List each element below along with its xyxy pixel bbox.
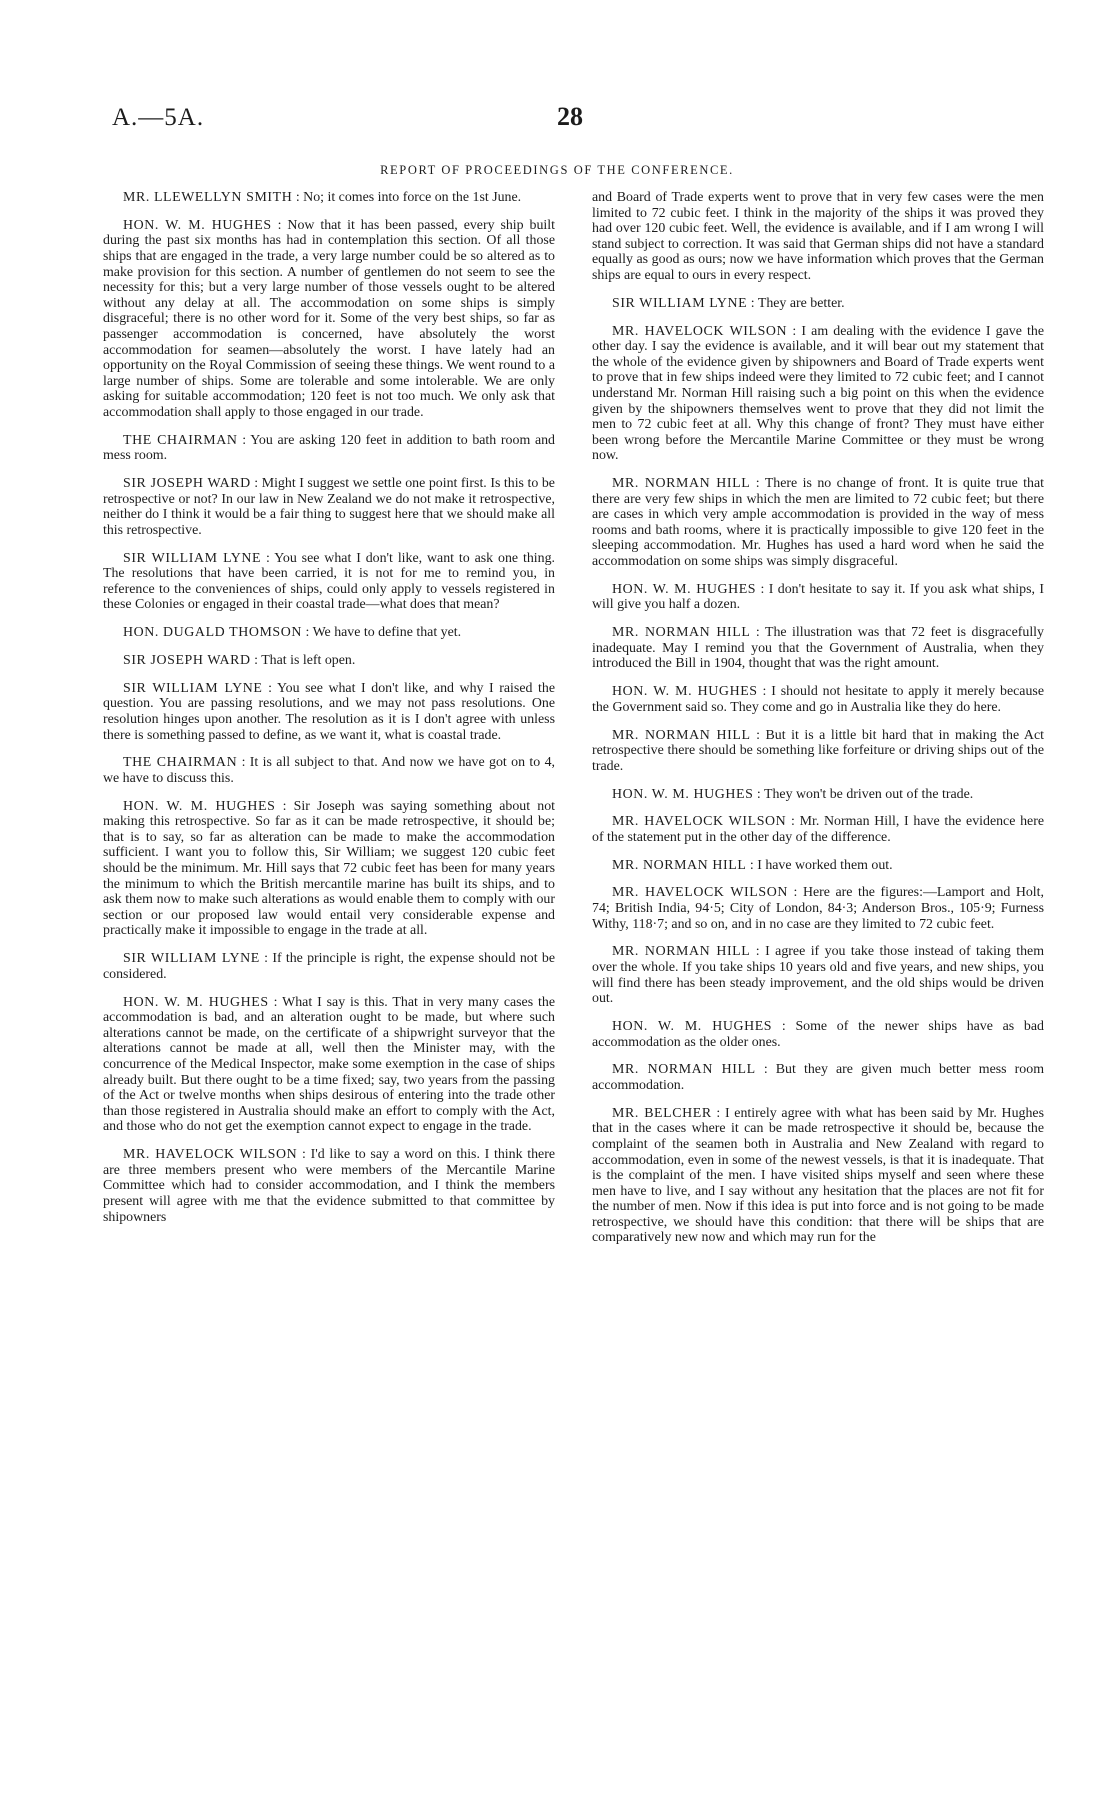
speech-text: I am dealing with the evidence I gave the other day. I say the evidence is available, and it will bear out my statement that the whole of the evidence given by shipowners and Board of Trade experts went to prove that in few ships indeed were they limited to 72 cubic feet; and I cannot understand Mr. Norman Hill raising such a big point on this when the evidence given by the shipowners themselves went to prove that they did not limit the men to 72 cubic feet at all. Why this change of front? They must have either been wrong before the Mercantile Marine Committee or they must be wrong now. (592, 323, 1044, 464)
speaker-name: MR. LLEWELLYN SMITH (123, 190, 293, 205)
speech-continuation (592, 190, 1044, 284)
speaker-name: SIR JOSEPH WARD (123, 476, 251, 492)
speaker-name: HON. W. M. HUGHES (123, 217, 272, 233)
speaker-name: SIR WILLIAM LYNE (123, 680, 263, 696)
speech-text: I entirely agree with what has been said by Mr. Hughes that in the cases where it can be made retrospective it should be, because the complaint of the seamen both in Australia and New Zealand with regard to accommodation, even in some of the newest vessels, is that it is inadequate. That is the complaint of the men. I have visited ships myself and seen where these men have to live, and I say without any hesitation that the places are not fit for the number of men. Now if this idea is put into force and is not going to be made retrospective, we should have this condition: that there will be ships that are comparatively new now and which may run for the (592, 1105, 1044, 1246)
speaker-name: MR. HAVELOCK WILSON (612, 885, 788, 901)
speech-text: I agree if you take those instead of taking them over the whole. If you take ships 10 years old and five years, and new ships, you will find there has been steady improvement, and the old ships would be driven out. (592, 944, 1044, 1007)
page-number: 28 (557, 102, 583, 131)
speaker-name: MR. NORMAN HILL (612, 1062, 756, 1078)
speech-paragraph: THE CHAIRMAN : It is all subject to that. And now we have got on to 4, we have to discuss this. (103, 755, 555, 786)
speech-paragraph: MR. HAVELOCK WILSON : I'd like to say a word on this. I think there are three members present who were members of the Mercantile Marine Committee which had to consider accommodation, and I think the members present will agree with me that the evidence submitted to that committee by shipowners (103, 1147, 556, 1225)
speech-paragraph: SIR WILLIAM LYNE : They are better. (612, 295, 845, 311)
speech-paragraph: HON. W. M. HUGHES : Some of the newer ships have as bad accommodation as the older ones. (592, 1018, 1044, 1050)
speaker-name: HON. W. M. HUGHES (612, 1018, 773, 1034)
speech-text: That is left open. (261, 652, 356, 668)
speaker-name: SIR WILLIAM LYNE (123, 550, 262, 566)
speech-paragraph: HON. W. M. HUGHES : Now that it has been passed, every ship built during the past six months has had in contemplation this section. Of all those ships that are engaged in the trade, a very large number could be so altered as to make provision for this section. A number of gentlemen do not seem to see the necessity for this; but a very large number of those vessels ought to be altered without any delay at all. The accommodation on some ships is simply disgraceful; there is no other word for it. Some of the very best ships, so far as passenger accommodation is concerned, have absolutely the worst accommodation for seamen—absolutely the worst. I have lately had an opportunity on the Royal Commission of seeing these things. We went round to a large number of ships. Some are tolerable and some intolerable. We are only asking for suitable accommodation; 120 feet is not too much. We only ask that accommodation shall apply to those engaged in our trade. (103, 217, 555, 420)
speaker-name: MR. NORMAN HILL (612, 625, 751, 641)
speech-text: Might I suggest we settle one point first. Is this to be retrospective or not? In our law in New Zealand we do not make it retrospective, neither do I think it would be a fair thing to suggest here that we should make all this retrospective. (103, 476, 555, 538)
speech-paragraph: SIR WILLIAM LYNE : You see what I don't like, and why I raised the question. You are passing resolutions, and we may not pass resolutions. One resolution hinges upon another. The resolution as it is I don't agree with unless there is something passed to define, as we want it, what is coastal trade. (103, 680, 555, 743)
speaker-name: HON. W. M. HUGHES (123, 994, 269, 1010)
speech-text: I don't hesitate to say it. If you ask what ships, I will give you half a dozen. (592, 581, 1044, 613)
speaker-name: HON. W. M. HUGHES (612, 581, 757, 597)
speaker-name: HON. W. M. HUGHES (123, 798, 276, 814)
speaker-name: MR. BELCHER (612, 1105, 712, 1121)
speaker-name: SIR WILLIAM LYNE (123, 951, 260, 967)
speech-text: But it is a little bit hard that in making the Act retrospective there should be something like forfeiture or driving ships out of the trade. (592, 727, 1044, 774)
speech-text: But they are given much better mess room accommodation. (592, 1062, 1044, 1093)
speaker-name: SIR WILLIAM LYNE (612, 295, 748, 311)
page-code: A.—5A. (112, 104, 205, 131)
speech-paragraph: MR. BELCHER : I entirely agree with what has been said by Mr. Hughes that in the cases where it can be made retrospective it should be, because the complaint of the seamen both in Australia and New Zealand with regard to accommodation, even in some of the newest vessels, is that it is inadequate. That is the complaint of the men. I have visited ships myself and seen where these men have to live, and I say without any hesitation that the places are not fit for the number of men. Now if this idea is put into force and is not going to be made retrospective, we should have this condition: that there will be ships that are comparatively new now and which may run for the (592, 1105, 1044, 1246)
speech-paragraph: MR. NORMAN HILL : But they are given much better mess room accommodation. (592, 1062, 1044, 1093)
speech-text: You are asking 120 feet in addition to bath room and mess room. (103, 432, 555, 464)
speech-paragraph: MR. HAVELOCK WILSON : Here are the figures:—Lamport and Holt, 74; British India, 94·5; City of London, 84·3; Anderson Bros., 105·9; Furness Withy, 118·7; and so on, and in no case are they limited to 72 cubic feet. (592, 885, 1044, 932)
speaker-name: MR. NORMAN HILL (612, 944, 751, 960)
speech-text: You see what I don't like, want to ask one thing. The resolutions that have been carried, it is not for me to remind you, in reference to the conveniences of ships, could only apply to vessels registered in these Colonies or engaged in their coastal trade—what does that mean? (103, 550, 555, 613)
speech-paragraph: HON. W. M. HUGHES : They won't be driven out of the trade. (612, 786, 974, 802)
speaker-name: THE CHAIRMAN (123, 432, 238, 448)
speaker-name: MR. HAVELOCK WILSON (123, 1147, 298, 1163)
speech-text: They won't be driven out of the trade. (763, 786, 974, 802)
speech-text: What I say is this. That in very many cases the accommodation is bad, and an alteration ought to be made, but where such alterations cannot be made, on the certificate of a shipwright surveyor that the alterations cannot be made at all, well then the Minister may, with the concurrence of the Medical Inspector, make some exemption in the case of ships already built. But there ought to be a time fixed; say, two years from the passing of the Act or twelve months when ships desirous of entering into the trade other than those registered in Australia should make an effort to comply with the Act, and those who do not get the exemption cannot expect to engage in the trade. (103, 994, 556, 1135)
speech-paragraph: MR. NORMAN HILL : There is no change of front. It is quite true that there are very few ships in which the men are limited to 72 cubic feet; but there are cases in which very ample accommodation is provided in the way of mess rooms and bath rooms, where it is practically impossible to give 120 feet in the sleeping accommodation. Mr. Hughes has used a hard word when he said the accommodation on some ships was simply disgraceful. (592, 476, 1044, 570)
speech-paragraph: MR. LLEWELLYN SMITH : No; it comes into force on the 1st June. (123, 190, 522, 205)
speech-text: They are better. (757, 295, 845, 311)
speaker-name: THE CHAIRMAN (123, 755, 238, 771)
speech-paragraph: HON. W. M. HUGHES : I should not hesitate to apply it merely because the Government said so. They come and go in Australia like they do here. (592, 684, 1044, 715)
speech-paragraph: HON. W. M. HUGHES : What I say is this. That in very many cases the accommodation is bad, and an alteration ought to be made, but where such alterations cannot be made, on the certificate of a shipwright surveyor that the alterations cannot be made at all, well then the Minister may, with the concurrence of the Medical Inspector, make some exemption in the case of ships already built. But there ought to be a time fixed; say, two years from the passing of the Act or twelve months when ships desirous of entering into the trade other than those registered in Australia should make an effort to comply with the Act, and those who do not get the exemption cannot expect to engage in the trade. (103, 994, 556, 1135)
speaker-name: MR. HAVELOCK WILSON (612, 323, 788, 339)
speech-paragraph: SIR JOSEPH WARD : Might I suggest we settle one point first. Is this to be retrospective or not? In our law in New Zealand we do not make it retrospective, neither do I think it would be a fair thing to suggest here that we should make all this retrospective. (103, 476, 555, 538)
speaker-name: SIR JOSEPH WARD (123, 652, 251, 668)
speech-paragraph: MR. HAVELOCK WILSON : Mr. Norman Hill, I have the evidence here of the statement put in the other day of the difference. (592, 814, 1045, 845)
speech-paragraph: HON. W. M. HUGHES : Sir Joseph was saying something about not making this retrospective. So far as it can be made retrospective, it should be; that is to say, so far as alteration can be made to make the accommodation sufficient. I want you to follow this, Sir William; we suggest 120 cubic feet should be the minimum. Mr. Hill says that 72 cubic feet has been for many years the minimum to which the British mercantile marine has built its ships, and to ask them now to make such alterations as would enable them to comply with our section or our proposed law would entail very considerable expense and practically make it impossible to engage in the trade at all. (103, 798, 555, 939)
speech-text: The illustration was that 72 feet is disgracefully inadequate. May I remind you that the Government of Australia, when they introduced the Bill in 1904, thought that was the right amount. (592, 625, 1044, 672)
speech-text: We have to define that yet. (312, 625, 462, 641)
speaker-name: MR. HAVELOCK WILSON (612, 814, 787, 830)
speech-paragraph: SIR WILLIAM LYNE : You see what I don't like, want to ask one thing. The resolutions that have been carried, it is not for me to remind you, in reference to the conveniences of ships, could only apply to vessels registered in these Colonies or engaged in their coastal trade—what does that mean? (103, 550, 555, 613)
speech-paragraph: HON. W. M. HUGHES : I don't hesitate to say it. If you ask what ships, I will give you half a dozen. (592, 581, 1044, 613)
speech-text: Mr. Norman Hill, I have the evidence here of the statement put in the other day of the difference. (592, 814, 1045, 845)
page-title: REPORT OF PROCEEDINGS OF THE CONFERENCE. (380, 163, 734, 177)
speech-paragraph: MR. NORMAN HILL : I agree if you take those instead of taking them over the whole. If you take ships 10 years old and five years, and new ships, you will find there has been steady improvement, and the old ships would be driven out. (592, 944, 1044, 1007)
speaker-name: MR. NORMAN HILL (612, 857, 747, 873)
speech-paragraph: MR. NORMAN HILL : The illustration was that 72 feet is disgracefully inadequate. May I remind you that the Government of Australia, when they introduced the Bill in 1904, thought that was the right amount. (592, 625, 1044, 672)
speech-text: Sir Joseph was saying something about not making this retrospective. So far as it can be made retrospective, it should be; that is to say, so far as alteration can be made to make the accommodation sufficient. I want you to follow this, Sir William; we suggest 120 cubic feet should be the minimum. Mr. Hill says that 72 cubic feet has been for many years the minimum to which the British mercantile marine has built its ships, and to ask them now to make such alterations as would enable them to comply with our section or our proposed law would entail very considerable expense and practically make it impossible to engage in the trade at all. (103, 798, 555, 939)
left-column (103, 190, 555, 1237)
speech-text: Some of the newer ships have as bad accommodation as the older ones. (592, 1018, 1044, 1050)
speech-paragraph: THE CHAIRMAN : You are asking 120 feet in addition to bath room and mess room. (103, 432, 555, 464)
speech-paragraph: MR. NORMAN HILL : But it is a little bit hard that in making the Act retrospective there should be something like forfeiture or driving ships out of the trade. (592, 727, 1044, 774)
speech-text: Here are the figures:—Lamport and Holt, 74; British India, 94·5; City of London, 84·3; Anderson Bros., 105·9; Furness Withy, 118·7; and so on, and in no case are they limited to 72 cubic feet. (592, 885, 1044, 932)
speech-text: and Board of Trade experts went to prove that in very few cases were the men limited to 72 cubic feet. I think in the majority of the ships it was proved they had over 120 cubic feet. Well, the evidence is available, and if I am wrong I will stand subject to correction. It was said that German ships did not have a standard equally as good as ours; now we have information which proves that the German ships are equal to ours in every respect. (592, 190, 1044, 283)
right-column (592, 190, 1044, 1258)
speech-text: It is all subject to that. And now we have got on to 4, we have to discuss this. (103, 755, 555, 786)
speech-paragraph: SIR JOSEPH WARD : That is left open. (123, 652, 356, 668)
speech-text: I'd like to say a word on this. I think there are three members present who were members of the Mercantile Marine Committee which had to consider accommodation, and I think the members present will agree with me that the evidence submitted to that committee by shipowners (103, 1147, 556, 1225)
speaker-name: HON. W. M. HUGHES (612, 786, 754, 802)
speech-text: No; it comes into force on the 1st June. (303, 190, 522, 205)
speech-paragraph: SIR WILLIAM LYNE : If the principle is right, the expense should not be considered. (103, 951, 556, 982)
speaker-name: HON. DUGALD THOMSON (123, 625, 302, 641)
speech-paragraph: HON. DUGALD THOMSON : We have to define that yet. (123, 625, 462, 641)
speech-text: I have worked them out. (757, 857, 893, 873)
speaker-name: MR. NORMAN HILL (612, 727, 751, 743)
speech-text: You see what I don't like, and why I raised the question. You are passing resolutions, and we may not pass resolutions. One resolution hinges upon another. The resolution as it is I don't agree with unless there is something passed to define, as we want it, what is coastal trade. (103, 680, 555, 743)
speaker-name: MR. NORMAN HILL (612, 476, 751, 492)
speech-text: I should not hesitate to apply it merely because the Government said so. They come and go in Australia like they do here. (592, 684, 1044, 715)
speech-paragraph: MR. NORMAN HILL : I have worked them out. (612, 857, 893, 873)
speech-text: There is no change of front. It is quite true that there are very few ships in which the men are limited to 72 cubic feet; but there are cases in which very ample accommodation is provided in the way of mess rooms and bath rooms, where it is practically impossible to give 120 feet in the sleeping accommodation. Mr. Hughes has used a hard word when he said the accommodation on some ships was simply disgraceful. (592, 476, 1044, 570)
speech-text: Now that it has been passed, every ship built during the past six months has had in contemplation this section. Of all those ships that are engaged in the trade, a very large number could be so altered as to make provision for this section. A number of gentlemen do not seem to see the necessity for this; but a very large number of those vessels ought to be altered without any delay at all. The accommodation on some ships is simply disgraceful; there is no other word for it. Some of the very best ships, so far as passenger accommodation is concerned, have absolutely the worst accommodation for seamen—absolutely the worst. I have lately had an opportunity on the Royal Commission of seeing these things. We went round to a large number of ships. Some are tolerable and some intolerable. We are only asking for suitable accommodation; 120 feet is not too much. We only ask that accommodation shall apply to those engaged in our trade. (103, 217, 555, 420)
speaker-name: HON. W. M. HUGHES (612, 684, 758, 700)
speech-text: If the principle is right, the expense should not be considered. (103, 951, 556, 982)
speech-paragraph: MR. HAVELOCK WILSON : I am dealing with the evidence I gave the other day. I say the evidence is available, and it will bear out my statement that the whole of the evidence given by shipowners and Board of Trade experts went to prove that in few ships indeed were they limited to 72 cubic feet; and I cannot understand Mr. Norman Hill raising such a big point on this when the evidence given by the shipowners themselves went to prove that they did not limit the men to 72 cubic feet at all. Why this change of front? They must have either been wrong before the Mercantile Marine Committee or they must be wrong now. (592, 323, 1044, 464)
